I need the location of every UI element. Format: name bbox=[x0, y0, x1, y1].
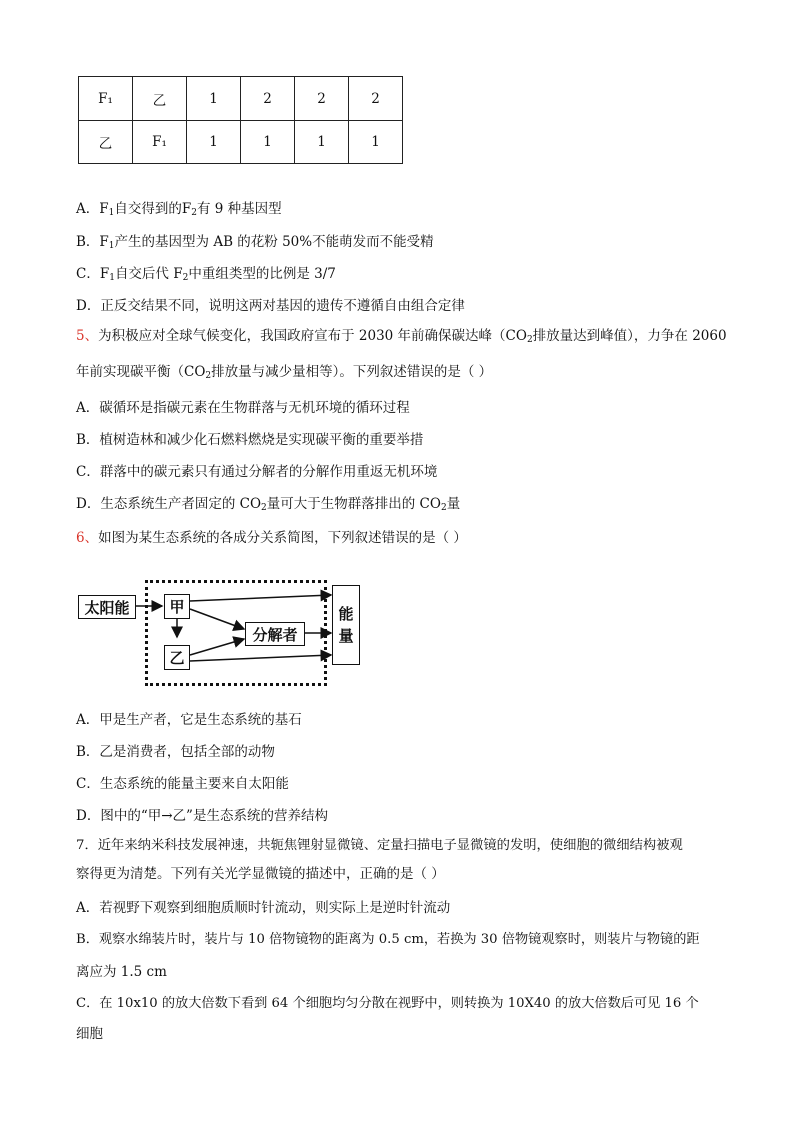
ecosystem-diagram bbox=[76, 575, 366, 690]
q4-option-d: D．正反交结果不同，说明这两对基因的遗传不遵循自由组合定律 bbox=[76, 298, 465, 314]
table-cell: 2 bbox=[349, 77, 403, 121]
table-cell: 1 bbox=[295, 121, 349, 164]
table-cell: F₁ bbox=[79, 77, 133, 121]
table-cell: 1 bbox=[349, 121, 403, 164]
table-cell: 2 bbox=[295, 77, 349, 121]
q6-option-d: D．图中的“甲→乙”是生态系统的营养结构 bbox=[76, 808, 328, 824]
table-cell: 1 bbox=[241, 121, 295, 164]
sun-energy-box: 太阳能 bbox=[78, 595, 136, 619]
q4-option-b: B．$F_1$产生的基因型为 AB 的花粉 50%不能萌发而不能受精 bbox=[76, 234, 434, 251]
table-cell: F₁ bbox=[133, 121, 187, 164]
table-cell: 2 bbox=[241, 77, 295, 121]
q7-stem-line1: 7．近年来纳米科技发展神速，共轭焦锂射显微镜、定量扫描电子显微镜的发明，使细胞的微细结构被观 bbox=[76, 838, 683, 853]
q5-option-a: A．碳循环是指碳元素在生物群落与无机环境的循环过程 bbox=[76, 400, 410, 416]
table-cell: 1 bbox=[187, 121, 241, 164]
q7-option-c-line2: 细胞 bbox=[76, 1026, 103, 1042]
table-cell: 1 bbox=[187, 77, 241, 121]
q5-option-d: D．生态系统生产者固定的 $CO_2$量可大于生物群落排出的 $CO_2$量 bbox=[76, 496, 461, 513]
q6-option-b: B．乙是消费者，包括全部的动物 bbox=[76, 744, 275, 760]
table-cell: 乙 bbox=[133, 77, 187, 121]
yi-box: 乙 bbox=[164, 645, 190, 670]
table-row bbox=[79, 121, 403, 164]
decomposer-box: 分解者 bbox=[245, 622, 305, 646]
table-cell: 乙 bbox=[79, 121, 133, 164]
q7-option-c-line1: C．在 10x10 的放大倍数下看到 64 个细胞均匀分散在视野中，则转换为 10X40 的放大倍数后可见 16 个 bbox=[76, 996, 699, 1011]
q5-stem-line2: 年前实现碳平衡（$CO_2$排放量与减少量相等）。下列叙述错误的是（ ） bbox=[76, 364, 493, 381]
q4-option-c: C．$F_1$自交后代 $F_2$中重组类型的比例是 3/7 bbox=[76, 266, 336, 283]
q7-option-b-line1: B．观察水绵装片时，装片与 10 倍物镜物的距离为 0.5 cm，若换为 30 倍物镜观察时，则装片与物镜的距 bbox=[76, 932, 700, 947]
cross-result-table bbox=[78, 76, 403, 164]
q5-option-b: B．植树造林和减少化石燃料燃烧是实现碳平衡的重要举措 bbox=[76, 432, 424, 448]
q4-option-a: A．$F_1$自交得到的$F_2$有 9 种基因型 bbox=[76, 201, 282, 218]
q5-option-c: C．群落中的碳元素只有通过分解者的分解作用重返无机环境 bbox=[76, 464, 438, 480]
q5-stem-line1: 5、为积极应对全球气候变化，我国政府宣布于 2030 年前确保碳达峰（$CO_2$排放量达到峰值），力争在 2060 bbox=[76, 328, 727, 345]
q6-option-a: A．甲是生产者，它是生态系统的基石 bbox=[76, 712, 302, 728]
q6-stem: 6、如图为某生态系统的各成分关系简图，下列叙述错误的是（ ） bbox=[76, 530, 467, 546]
q7-option-b-line2: 离应为 1.5 cm bbox=[76, 964, 167, 980]
q6-option-c: C．生态系统的能量主要来自太阳能 bbox=[76, 776, 289, 792]
jia-box: 甲 bbox=[164, 594, 190, 619]
question-number: 5、 bbox=[76, 328, 99, 344]
q7-stem-line2: 察得更为清楚。下列有关光学显微镜的描述中，正确的是（ ） bbox=[76, 866, 445, 882]
question-number: 6、 bbox=[76, 530, 99, 546]
energy-box: 能 量 bbox=[332, 585, 360, 665]
q7-option-a: A．若视野下观察到细胞质顺时针流动，则实际上是逆时针流动 bbox=[76, 900, 451, 916]
table-row bbox=[79, 77, 403, 121]
